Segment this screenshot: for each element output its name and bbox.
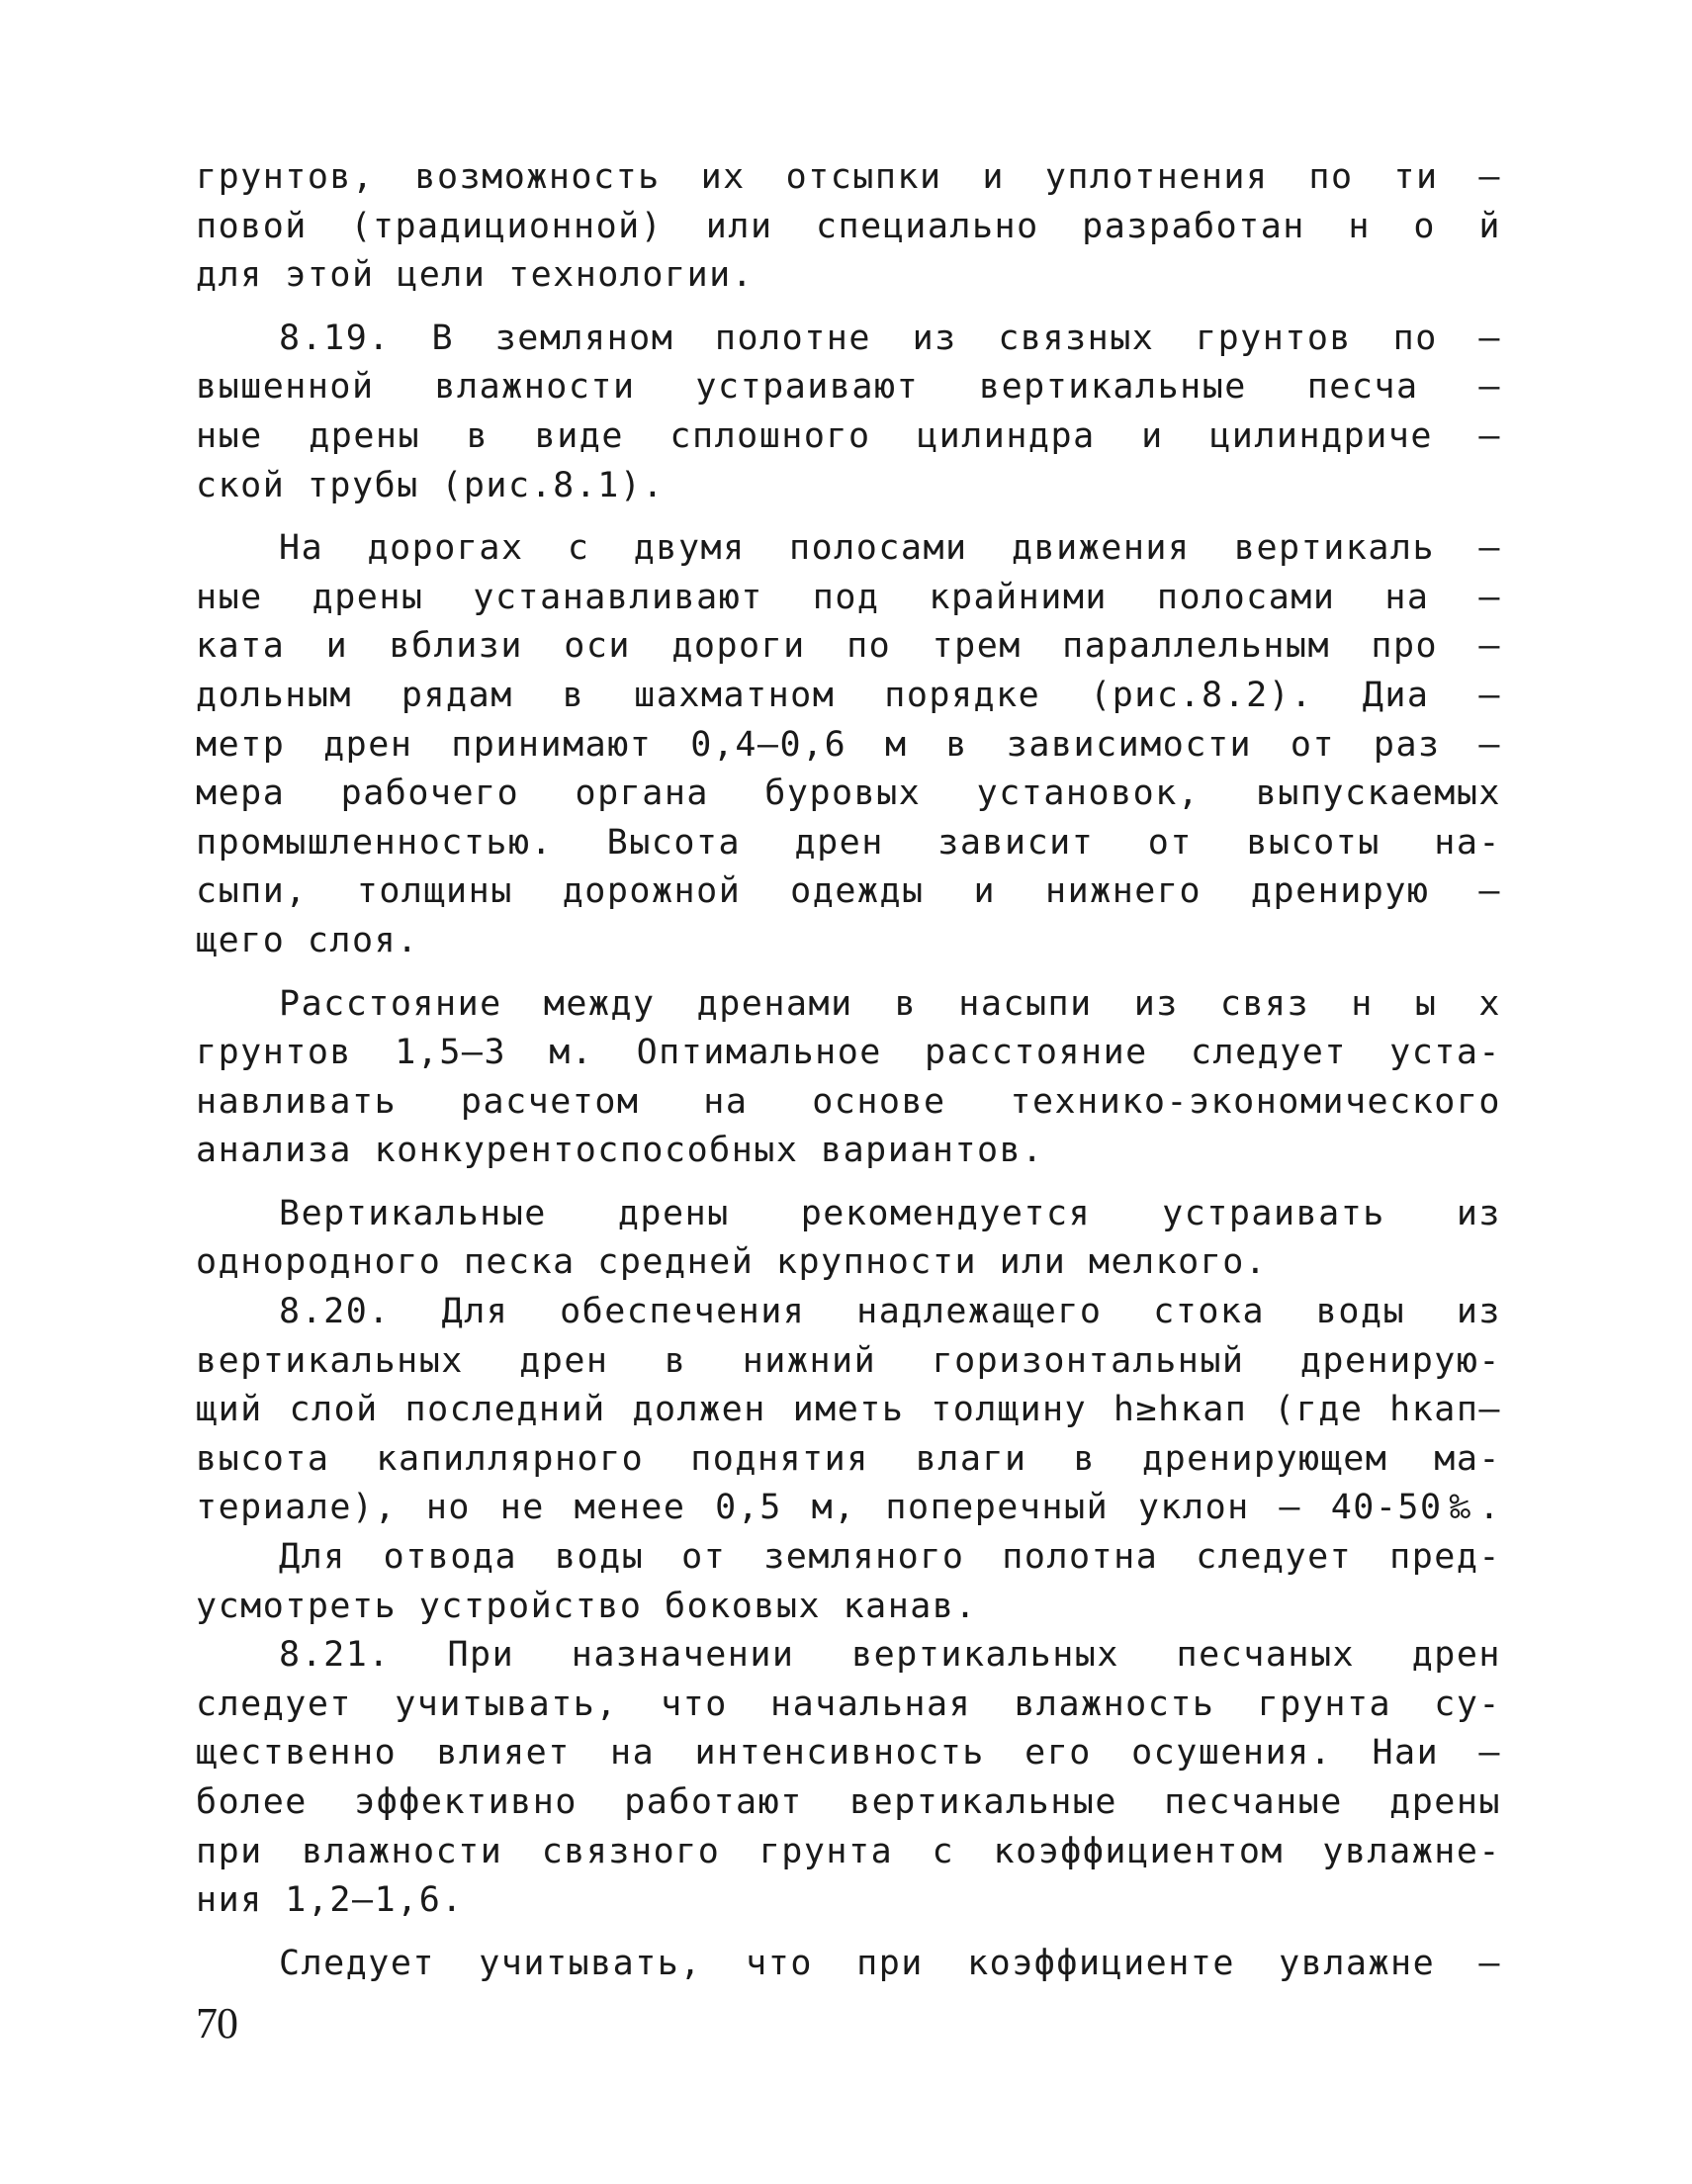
text-line: грунтов 1,5–3 м. Оптимальное расстояние следует уста-	[196, 1033, 1501, 1073]
text-line: Расстояние между дренами в насыпи из связ н ы х	[279, 983, 1501, 1024]
text-line: Вертикальные дрены рекомендуется устраивать из	[279, 1193, 1501, 1233]
text-line: ката и вблизи оси дороги по трем параллельным про –	[196, 626, 1501, 667]
text-line: вертикальных дрен в нижний горизонтальный дренирую-	[196, 1340, 1501, 1381]
text-line: ния 1,2–1,6.	[196, 1880, 464, 1921]
page-number: 70	[196, 1999, 237, 2048]
text-line: ные дрены в виде сплошного цилиндра и цилиндриче –	[196, 415, 1501, 456]
body-text	[196, 153, 1501, 1988]
text-line: мера рабочего органа буровых установок, выпускаемых	[196, 774, 1501, 814]
text-line: териале), но не менее 0,5 м, поперечный уклон – 40-50‰.	[196, 1488, 1501, 1528]
text-line: 8.19. В земляном полотне из связных грунтов по –	[279, 318, 1501, 358]
text-line: вышенной влажности устраивают вертикальные песча –	[196, 367, 1501, 408]
text-line: анализа конкурентоспособных вариантов.	[196, 1131, 1044, 1171]
text-line: навливать расчетом на основе технико-экономического	[196, 1081, 1501, 1122]
text-line: щего слоя.	[196, 920, 419, 960]
text-line: высота капиллярного поднятия влаги в дренирующем ма-	[196, 1438, 1501, 1479]
text-line: промышленностью. Высота дрен зависит от высоты на-	[196, 822, 1501, 863]
text-line: грунтов, возможность их отсыпки и уплотнения по ти –	[196, 157, 1501, 197]
text-line: для этой цели технологии.	[196, 255, 755, 296]
text-line: усмотреть устройство боковых канав.	[196, 1586, 978, 1626]
text-line: ской трубы (рис.8.1).	[196, 465, 666, 505]
text-line: ные дрены устанавливают под крайними полосами на –	[196, 577, 1501, 617]
text-line: Следует учитывать, что при коэффициенте увлажне –	[279, 1943, 1501, 1983]
text-line: дольным рядам в шахматном порядке (рис.8.2). Диа –	[196, 675, 1501, 715]
text-line: щий слой последний должен иметь толщину h≥hкап (где hкап–	[196, 1390, 1501, 1430]
text-line: метр дрен принимают 0,4–0,6 м в зависимости от раз –	[196, 724, 1501, 765]
text-line: 8.21. При назначении вертикальных песчаных дрен	[279, 1635, 1501, 1676]
text-line: 8.20. Для обеспечения надлежащего стока воды из	[279, 1292, 1501, 1332]
text-line: Для отвода воды от земляного полотна следует пред-	[279, 1537, 1501, 1578]
text-line: На дорогах с двумя полосами движения вертикаль –	[279, 528, 1501, 569]
text-line: щественно влияет на интенсивность его осушения. Наи –	[196, 1733, 1501, 1774]
text-line: более эффективно работают вертикальные песчаные дрены	[196, 1782, 1501, 1822]
text-line: следует учитывать, что начальная влажность грунта су-	[196, 1684, 1501, 1724]
text-line: однородного песка средней крупности или мелкого.	[196, 1242, 1268, 1283]
text-line: при влажности связного грунта с коэффициентом увлажне-	[196, 1831, 1501, 1871]
text-line: повой (традиционной) или специально разработан н о й	[196, 206, 1501, 246]
text-line: сыпи, толщины дорожной одежды и нижнего дренирую –	[196, 871, 1501, 912]
